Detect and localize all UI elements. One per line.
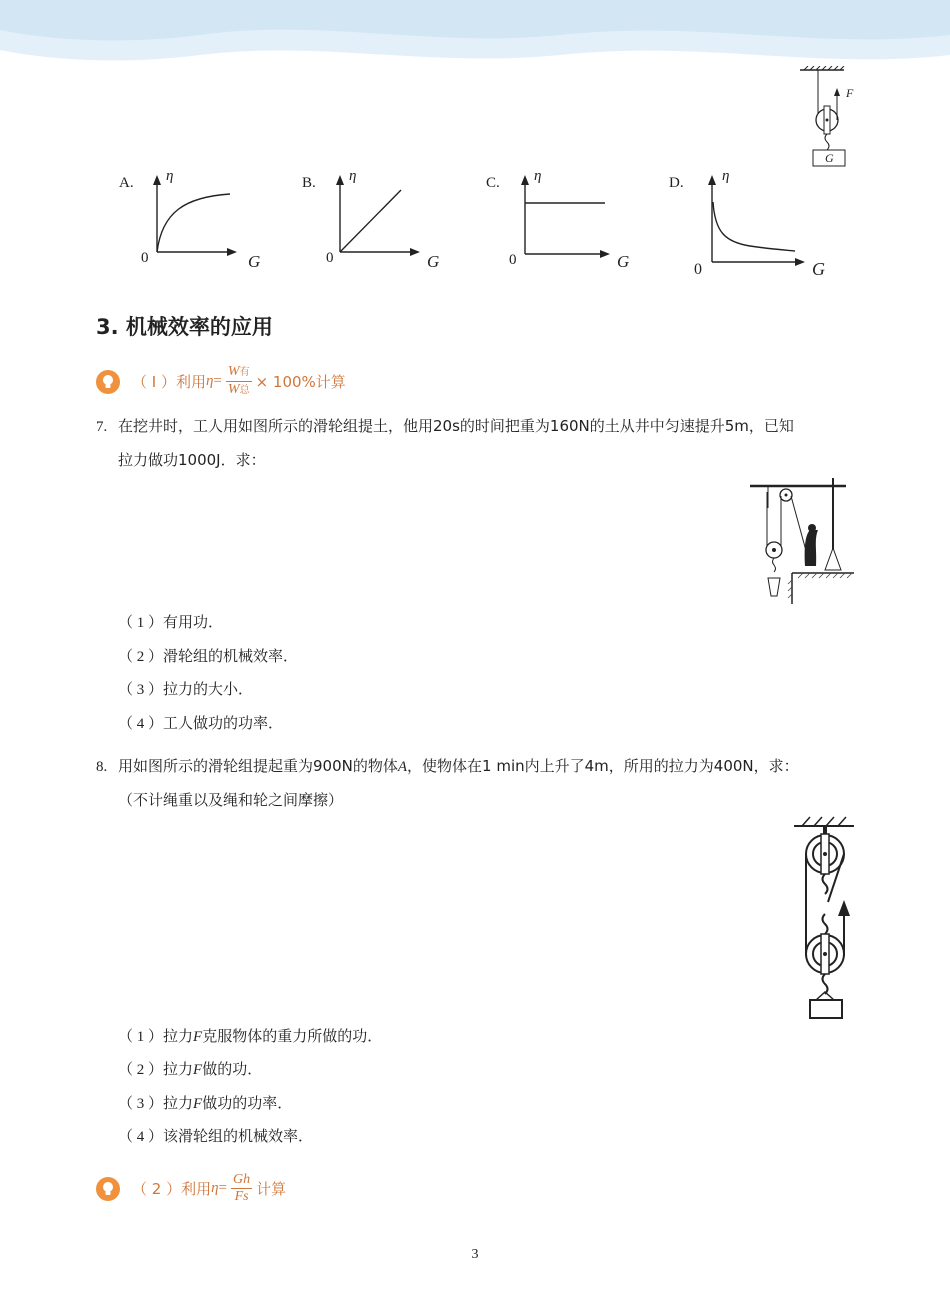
option-b-graph — [323, 172, 423, 262]
sub-text-b: 该滑轮组的机械效率． — [163, 1127, 314, 1145]
question-8-sub-4 — [118, 1125, 313, 1146]
tip1-den-sub: 总 — [239, 385, 250, 396]
sub-text: 滑轮组的机械效率． — [163, 647, 299, 665]
option-c-y-axis-label: η — [534, 168, 542, 184]
tip-formula-2 — [96, 1172, 286, 1205]
tip1-equals: = — [213, 373, 222, 389]
tip1-eta: η — [205, 373, 214, 389]
option-d-label: D. — [669, 175, 684, 191]
tip2-denominator: Fs — [234, 1189, 249, 1204]
sub-text-b: 克服物体的重力所做的功． — [202, 1027, 383, 1045]
option-b-y-axis-label: η — [349, 168, 357, 184]
question-8 — [96, 750, 799, 817]
question-8-line1b: ，使物体在1 min内上升了4m，所用的拉力为400N，求： — [407, 757, 799, 775]
question-8-line2: （不计绳重以及绳和轮之间摩擦） — [118, 791, 344, 809]
option-a-y-axis-label: η — [166, 168, 174, 184]
tip2-prefix: （ 2 ）利用 — [132, 1180, 212, 1198]
question-7-line2: 拉力做功1000J．求： — [118, 451, 266, 469]
well-pulley-figure — [748, 478, 856, 608]
option-d-y-axis-label: η — [722, 168, 730, 184]
question-8-var-a: A — [397, 759, 408, 775]
sub-paren: （ 3 ） — [118, 682, 164, 698]
sub-text: 有用功． — [163, 613, 224, 631]
force-label-f: F — [846, 86, 854, 100]
tip2-equals: = — [218, 1180, 228, 1196]
sub-text-a: 拉力 — [163, 1027, 194, 1045]
option-b-label: B. — [302, 175, 316, 191]
question-8-line1a: 用如图所示的滑轮组提起重为900N的物体 — [118, 757, 398, 775]
question-7-sub-4 — [118, 712, 283, 733]
sub-paren: （ 2 ） — [118, 649, 164, 665]
sub-text-b: 做功的功率． — [202, 1094, 293, 1112]
question-7-line1: 在挖井时，工人用如图所示的滑轮组提土，他用20s的时间把重为160N的土从井中匀速提升5m，已知 — [118, 417, 794, 435]
sub-text: 拉力的大小． — [163, 680, 254, 698]
question-8-number: 8. — [96, 759, 108, 775]
tip1-prefix: （ I ）利用 — [132, 373, 206, 391]
question-8-sub-1 — [118, 1025, 382, 1046]
question-7 — [96, 410, 794, 477]
tip2-numerator: Gh — [233, 1172, 251, 1187]
tip-formula-1 — [96, 364, 346, 399]
header-wave-decoration — [0, 0, 950, 75]
tip2-fraction — [231, 1172, 252, 1205]
tip2-suffix: 计算 — [256, 1180, 287, 1198]
lightbulb-icon — [96, 1177, 120, 1201]
option-a-label: A. — [119, 175, 134, 191]
question-7-sub-2 — [118, 645, 298, 666]
sub-paren: （ 2 ） — [118, 1062, 164, 1078]
sub-var: F — [193, 1062, 203, 1078]
option-c-graph — [508, 172, 613, 262]
option-c-x-axis-label: G — [617, 252, 630, 271]
tip1-num-sub: 有 — [239, 367, 250, 378]
tip1-fraction — [226, 364, 252, 399]
page-number: 3 — [471, 1247, 479, 1262]
sub-paren: （ 4 ） — [118, 1129, 164, 1145]
question-7-sub-1 — [118, 611, 223, 632]
sub-paren: （ 4 ） — [118, 716, 164, 732]
question-8-sub-2 — [118, 1058, 262, 1079]
option-d-x-axis-label: G — [812, 259, 825, 279]
sub-text-a: 拉力 — [163, 1094, 194, 1112]
sub-text: 工人做功的功率． — [163, 714, 284, 732]
option-a-x-axis-label: G — [248, 252, 261, 271]
option-c-label: C. — [486, 175, 500, 191]
sub-var: F — [193, 1096, 203, 1112]
question-8-sub-3 — [118, 1092, 292, 1113]
option-a-graph — [140, 172, 240, 262]
weight-label-g: G — [825, 151, 834, 165]
sub-paren: （ 3 ） — [118, 1096, 164, 1112]
block-tackle-figure — [792, 814, 856, 1020]
sub-text-a: 拉力 — [163, 1060, 194, 1078]
option-b-origin: 0 — [326, 250, 334, 266]
question-7-sub-3 — [118, 678, 253, 699]
option-b-x-axis-label: G — [427, 252, 440, 271]
tip1-den-letter: W — [227, 382, 240, 397]
tip2-eta: η — [211, 1180, 219, 1196]
question-7-number: 7. — [96, 419, 108, 435]
tip1-suffix: × 100%计算 — [255, 373, 346, 391]
lightbulb-icon — [96, 370, 120, 394]
section-title: 3. 机械效率的应用 — [96, 315, 273, 339]
option-d-origin: 0 — [694, 261, 702, 278]
tip1-num-letter: W — [227, 364, 240, 379]
sub-var: F — [193, 1029, 203, 1045]
option-a-origin: 0 — [141, 250, 149, 266]
option-d-graph — [695, 172, 810, 270]
sub-paren: （ 1 ） — [118, 615, 164, 631]
sub-text-b: 做的功． — [202, 1060, 263, 1078]
sub-paren: （ 1 ） — [118, 1029, 164, 1045]
option-c-origin: 0 — [509, 252, 517, 268]
